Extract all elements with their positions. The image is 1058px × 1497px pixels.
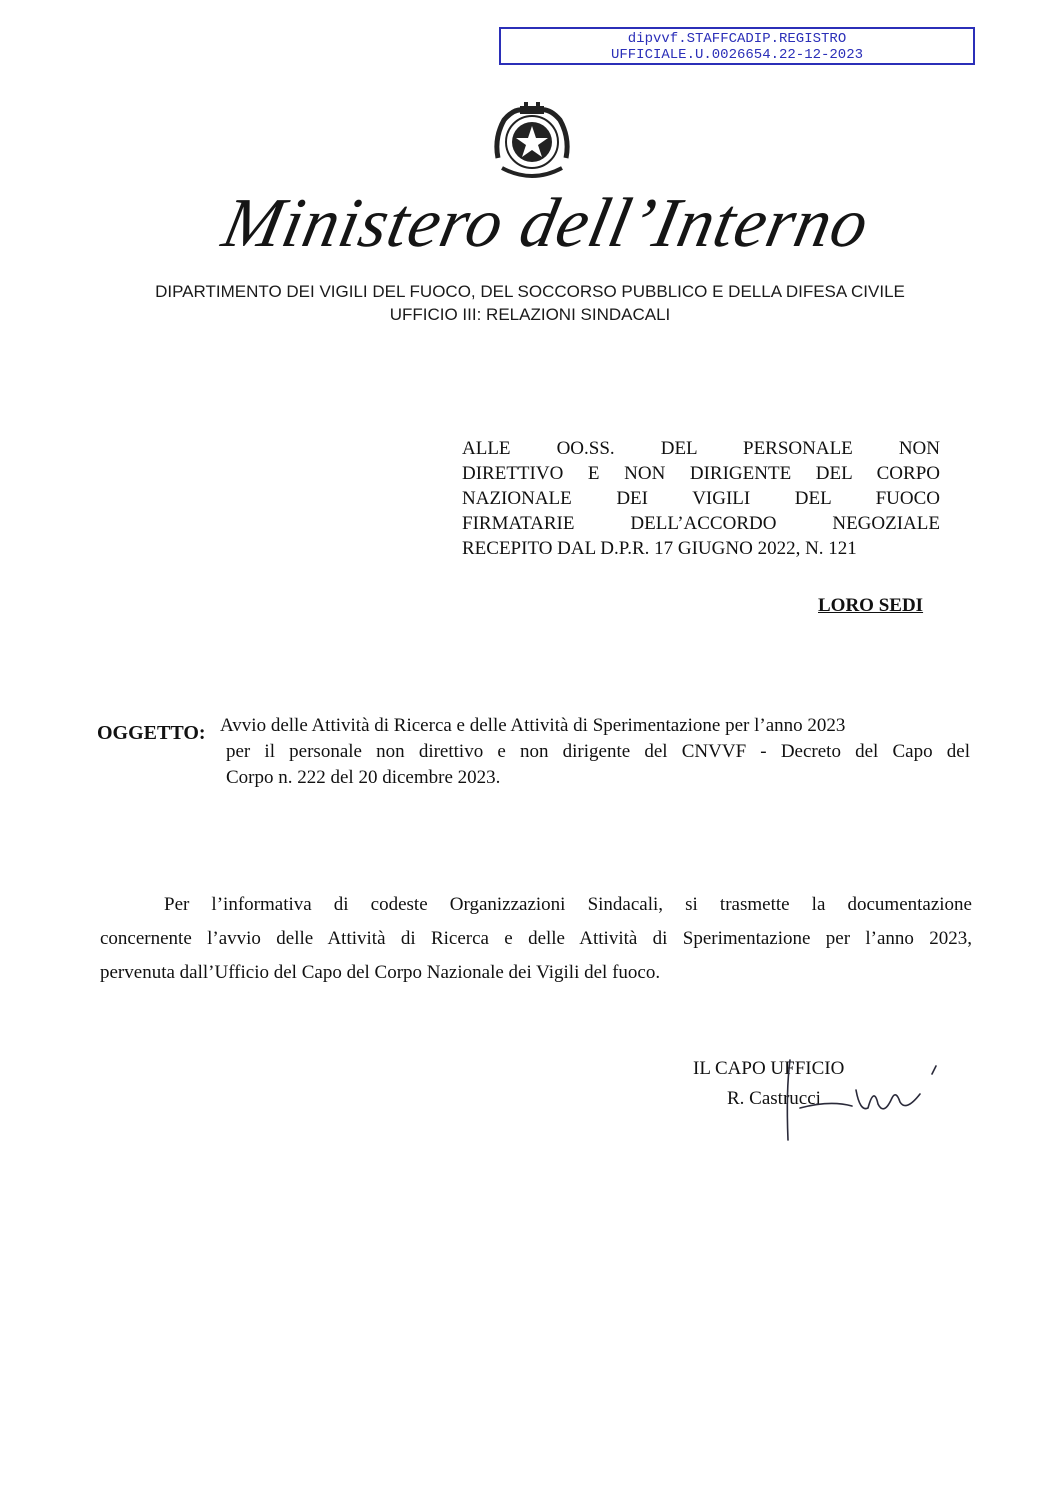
subject-line: per il personale non direttivo e non dirigente del CNVVF - Decreto del Capo del: [226, 741, 970, 762]
office-line: UFFICIO III: RELAZIONI SINDACALI: [389, 305, 671, 324]
protocol-line-2: UFFICIALE.U.0026654.22-12-2023: [610, 47, 864, 63]
subject-line: Corpo n. 222 del 20 dicembre 2023.: [226, 767, 501, 788]
body-line: pervenuta dall’Ufficio del Capo del Corpo Nazionale dei Vigili del fuoco.: [100, 962, 661, 983]
addressee-block: [462, 436, 940, 561]
body-line: concernente l’avvio delle Attività di Ricerca e delle Attività di Sperimentazione per l’anno 2023,: [100, 928, 972, 949]
addressee-line: DIRETTIVO E NON DIRIGENTE DEL CORPO: [462, 463, 940, 484]
department-line: DIPARTIMENTO DEI VIGILI DEL FUOCO, DEL SOCCORSO PUBBLICO E DELLA DIFESA CIVILE: [155, 282, 905, 301]
subject-text: [220, 713, 970, 791]
addressee-line: FIRMATARIE DELL’ACCORDO NEGOZIALE: [462, 513, 940, 534]
body-paragraph: [100, 888, 972, 990]
republic-emblem-icon: [484, 98, 580, 190]
addressee-line: RECEPITO DAL D.P.R. 17 GIUGNO 2022, N. 121: [462, 538, 857, 559]
body-line: Per l’informativa di codeste Organizzazioni Sindacali, si trasmette la documentazione: [164, 894, 972, 915]
protocol-line-1: dipvvf.STAFFCADIP.REGISTRO: [627, 31, 847, 47]
subject-line: Avvio delle Attività di Ricerca e delle Attività di Sperimentazione per l’anno 2023: [220, 715, 846, 736]
signer-name: R. Castrucci: [727, 1088, 821, 1109]
addressee-line: NAZIONALE DEI VIGILI DEL FUOCO: [462, 488, 940, 509]
protocol-stamp: [499, 27, 975, 65]
ministry-title: Ministero dell’Interno: [216, 185, 877, 262]
addressee-line: ALLE OO.SS. DEL PERSONALE NON: [462, 438, 940, 459]
loro-sedi: LORO SEDI: [818, 595, 924, 616]
handwritten-signature: [760, 1050, 950, 1150]
signer-title: IL CAPO UFFICIO: [693, 1058, 845, 1079]
subject-label: OGGETTO:: [97, 722, 206, 744]
